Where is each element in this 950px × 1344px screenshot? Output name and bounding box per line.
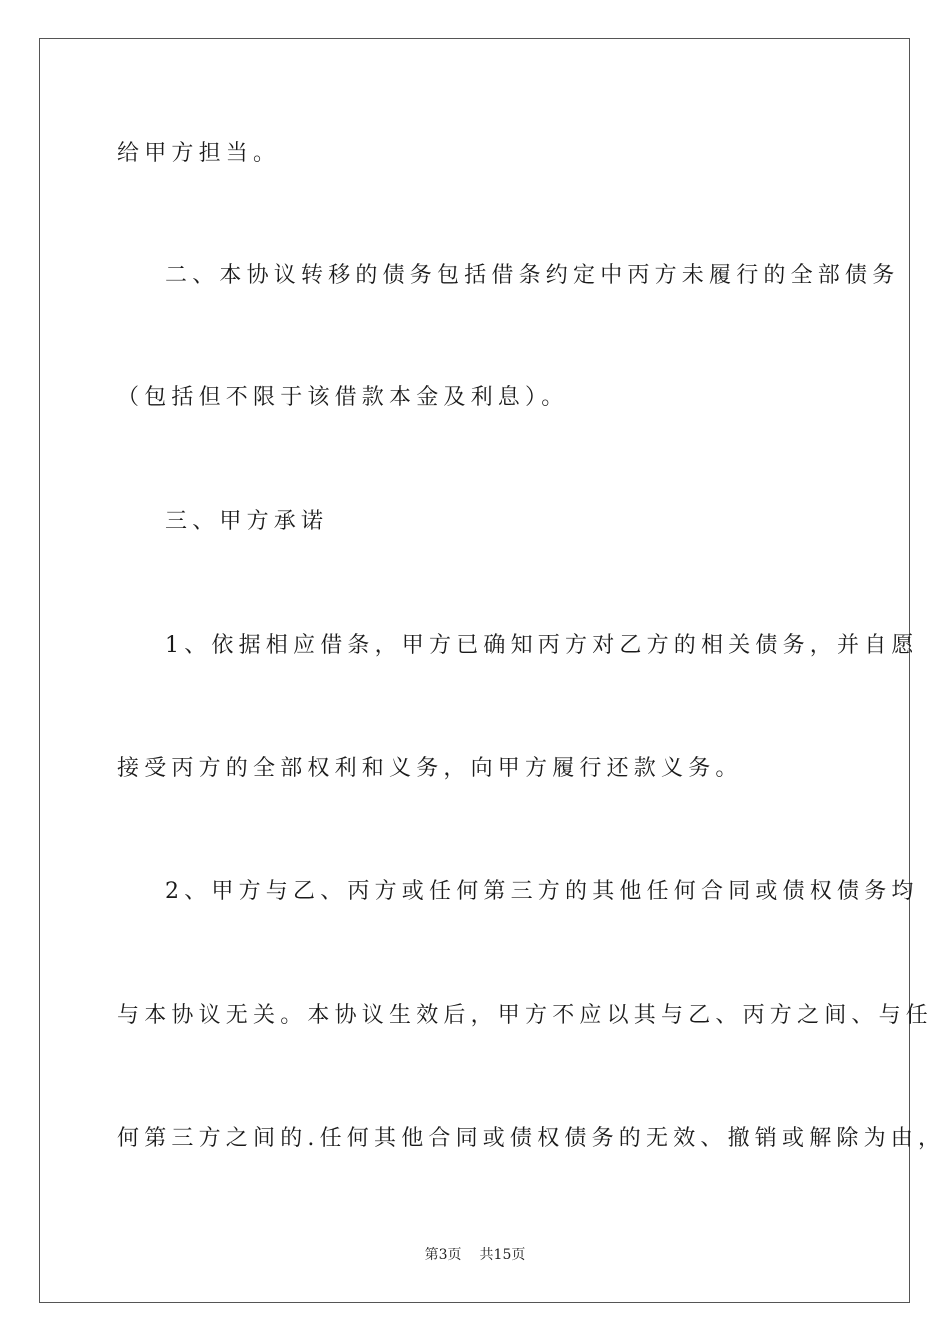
- text-line-1: 给甲方担当。: [117, 141, 281, 166]
- page-footer: [0, 1245, 950, 1265]
- text-line-7: 2、甲方与乙、丙方或任何第三方的其他任何合同或债权债务均: [165, 879, 919, 904]
- text-line-3: （包括但不限于该借款本金及利息）。: [117, 385, 569, 410]
- text-line-5: 1、依据相应借条，甲方已确知丙方对乙方的相关债务，并自愿: [165, 633, 919, 658]
- page-total: 共15页: [479, 1247, 526, 1263]
- page-number: 第3页: [424, 1247, 462, 1263]
- text-line-4: 三、甲方承诺: [165, 509, 329, 534]
- page-frame: [39, 38, 910, 1303]
- text-line-2: 二、本协议转移的债务包括借条约定中丙方未履行的全部债务: [165, 263, 900, 288]
- text-line-6: 接受丙方的全部权利和义务，向甲方履行还款义务。: [117, 756, 743, 781]
- text-line-8: 与本协议无关。本协议生效后，甲方不应以其与乙、丙方之间、与任: [117, 1003, 934, 1028]
- text-line-9: 何第三方之间的.任何其他合同或债权债务的无效、撤销或解除为由，: [117, 1126, 946, 1151]
